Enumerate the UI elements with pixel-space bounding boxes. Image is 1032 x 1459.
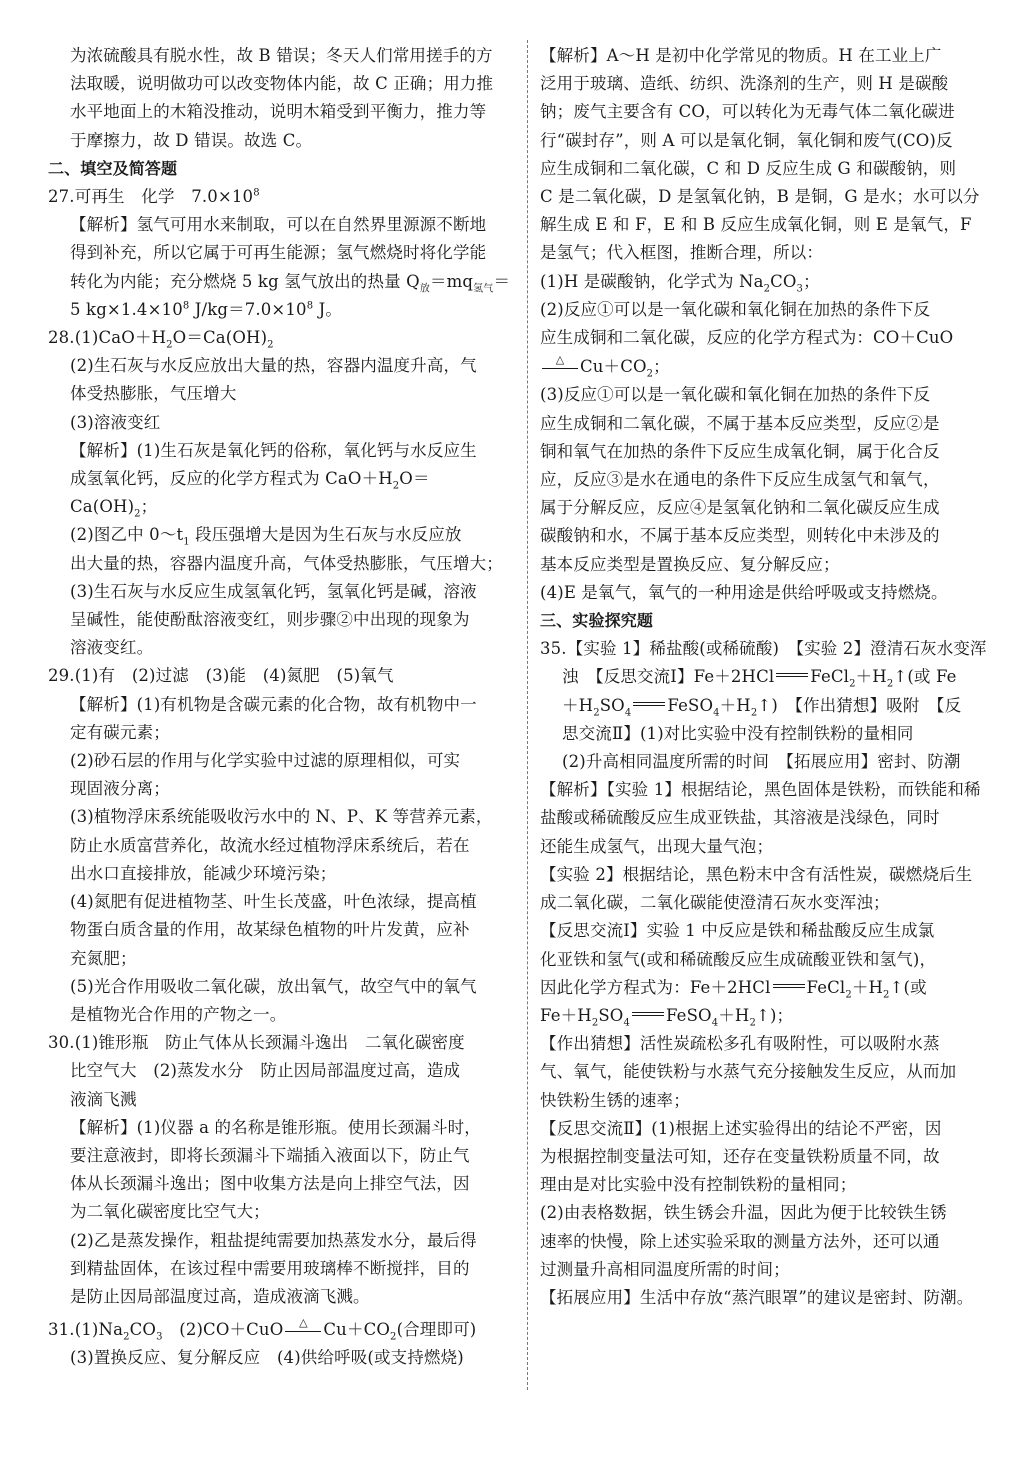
text-line: 法取暖，说明做功可以改变物体内能，故 C 正确；用力推	[70, 74, 494, 94]
analysis-line: $Fe+H_2SO_4$ $FeSO_4+H_2↑$)；	[540, 1005, 794, 1029]
heating-condition-sign: △	[540, 352, 580, 374]
analysis-line: (2)由表格数据，铁生锈会升温，因此为便于比较铁生锈	[540, 1203, 947, 1223]
analysis-line: 盐酸或稀硫酸反应生成亚铁盐，其溶液是浅绿色，同时	[540, 808, 940, 828]
analysis-line: 应生成铜和二氧化碳，反应的化学方程式为：CO＋CuO	[540, 328, 954, 348]
answer-line: (3)溶液变红	[70, 412, 161, 432]
analysis-line: 钠；废气主要含有 CO，可以转化为无毒气体二氧化碳进	[540, 102, 955, 122]
analysis-line: 泛用于玻璃、造纸、纺织、洗涤剂的生产，则 H 是碳酸	[540, 74, 949, 94]
analysis-line: 为根据控制变量法可知，还存在变量铁粉质量不同，故	[540, 1146, 940, 1166]
text-line: 于摩擦力，故 D 错误。故选 C。	[70, 130, 313, 150]
analysis-line: 基本反应类型是置换反应、复分解反应；	[540, 554, 840, 574]
analysis-line: 充氮肥；	[70, 948, 137, 968]
equals-sign	[771, 979, 807, 993]
analysis-line: 到精盐固体，在该过程中需要用玻璃棒不断搅拌，目的	[70, 1258, 470, 1278]
analysis-line: 应，反应③是水在通电的条件下反应生成氢气和氧气，	[540, 470, 940, 490]
answer-27: 27.可再生 化学 $7.0\times 10^8$	[48, 187, 260, 207]
analysis-line: 应生成铜和二氧化碳，不属于基本反应类型，反应②是	[540, 413, 940, 433]
column-divider	[527, 40, 528, 1390]
analysis-line: 成氢氧化钙，反应的化学方程式为 $CaO+H_2O=Ca(OH)_2$；	[70, 469, 430, 520]
right-column	[540, 42, 1008, 1312]
equals-sign	[630, 1007, 666, 1021]
answer-29: 29.(1)有 (2)过滤 (3)能 (4)氮肥 (5)氧气	[48, 666, 394, 686]
analysis-line: 现固液分离；	[70, 779, 170, 799]
equals-sign	[631, 697, 667, 711]
answer-line: (3)置换反应、复分解反应 (4)供给呼吸(或支持燃烧)	[70, 1348, 464, 1368]
analysis-line: 是植物光合作用的产物之一。	[70, 1004, 287, 1024]
analysis-line: 定有碳元素；	[70, 722, 170, 742]
analysis-line: 应生成铜和二氧化碳，C 和 D 反应生成 G 和碳酸钠，则	[540, 158, 957, 178]
analysis-line: 【解析】(1)有机物是含碳元素的化合物，故有机物中一	[70, 694, 477, 714]
analysis-line: (1)H 是碳酸钠，化学式为 $Na_2CO_3$；	[540, 271, 820, 294]
analysis-line: (2)图乙中 $0\sim t_1$ 段压强增大是因为生石灰与水反应放	[70, 525, 462, 548]
answer-28: $28.(1)CaO+H_2O=Ca(OH)_2$	[48, 328, 274, 351]
analysis-line: 防止水质富营养化，故流水经过植物浮床系统后，若在	[70, 835, 470, 855]
analysis-line: (2)反应①可以是一氧化碳和氧化铜在加热的条件下反	[540, 299, 931, 319]
analysis-line: 物蛋白质含量的作用，故某绿色植物的叶片发黄，应补	[70, 920, 470, 940]
answer-30: 30.(1)锥形瓶 防止气体从长颈漏斗逸出 二氧化碳密度	[48, 1033, 465, 1053]
analysis-line: 【实验 2】根据结论，黑色粉末中含有活性炭，碳燃烧后生	[540, 864, 973, 884]
analysis-line: 【解析】(1)仪器 a 的名称是锥形瓶。使用长颈漏斗时，	[70, 1117, 481, 1137]
analysis-line: 气、氧气，能使铁粉与水蒸气充分接触发生反应，从而加	[540, 1062, 957, 1082]
analysis-line: 溶液变红。	[70, 638, 154, 658]
section-heading-experiment: 三、实验探究题	[540, 611, 654, 631]
answer-line: 体受热膨胀，气压增大	[70, 384, 237, 404]
analysis-line: 【反思交流Ⅰ】实验 1 中反应是铁和稀盐酸反应生成氯	[540, 921, 935, 941]
analysis-line: (4)E 是氧气，氧气的一种用途是供给呼吸或支持燃烧。	[540, 582, 948, 602]
analysis-line: 转化为内能；充分燃烧 5 kg 氢气放出的热量 $Q_放=mq_{氢气}=$	[70, 271, 511, 294]
answer-line: 比空气大 (2)蒸发水分 防止因局部温度过高，造成	[70, 1061, 461, 1081]
analysis-line: 【作出猜想】活性炭疏松多孔有吸附性，可以吸附水蒸	[540, 1034, 940, 1054]
analysis-line: (2)砂石层的作用与化学实验中过滤的原理相似，可实	[70, 751, 461, 771]
heating-condition-sign: △	[283, 1315, 323, 1337]
answer-line: (2)生石灰与水反应放出大量的热，容器内温度升高，气	[70, 356, 477, 376]
analysis-line: 碳酸钠和水，不属于基本反应类型，则转化中未涉及的	[540, 526, 940, 546]
analysis-line: 属于分解反应，反应④是氢氧化钠和二氧化碳反应生成	[540, 498, 940, 518]
analysis-line: 得到补充，所以它属于可再生能源；氢气燃烧时将化学能	[70, 243, 487, 263]
analysis-line: 解生成 E 和 F，E 和 B 反应生成氧化铜，则 E 是氧气，F	[540, 215, 972, 235]
section-heading-fill-in: 二、填空及简答题	[48, 158, 178, 178]
analysis-line: 出大量的热，容器内温度升高，气体受热膨胀，气压增大；	[70, 553, 503, 573]
answer-35: 35.【实验 1】稀盐酸(或稀硫酸) 【实验 2】澄清石灰水变浑	[540, 639, 987, 659]
analysis-line: 是氢气；代入框图，推断合理，所以：	[540, 243, 824, 263]
analysis-line: 过测量升高相同温度所需的时间；	[540, 1259, 790, 1279]
analysis-line: 呈碱性，能使酚酞溶液变红，则步骤②中出现的现象为	[70, 610, 470, 630]
analysis-line: 【反思交流Ⅱ】(1)根据上述实验得出的结论不严密，因	[540, 1118, 942, 1138]
analysis-line: 【解析】氢气可用水来制取，可以在自然界里源源不断地	[70, 215, 487, 235]
analysis-line: 要注意液封，即将长颈漏斗下端插入液面以下，防止气	[70, 1145, 470, 1165]
analysis-line: 速率的快慢，除上述实验采取的测量方法外，还可以通	[540, 1231, 940, 1251]
analysis-line: 【解析】(1)生石灰是氧化钙的俗称，氧化钙与水反应生	[70, 440, 477, 460]
analysis-line: 行“碳封存”，则 A 可以是氧化铜，氧化铜和废气(CO)反	[540, 130, 953, 150]
text-line: 水平地面上的木箱没推动，说明木箱受到平衡力，推力等	[70, 102, 487, 122]
answer-line: 液滴飞溅	[70, 1089, 137, 1109]
analysis-line: 是防止因局部温度过高，造成液滴飞溅。	[70, 1286, 370, 1306]
left-column	[48, 42, 516, 1373]
analysis-line: (3)生石灰与水反应生成氢氧化钙，氢氧化钙是碱，溶液	[70, 581, 477, 601]
analysis-line: C 是二氧化碳，D 是氢氧化钠，B 是铜，G 是水；水可以分	[540, 187, 980, 207]
analysis-line: 【解析】A～H 是初中化学常见的物质。H 在工业上广	[540, 46, 942, 65]
analysis-line: 铜和氧气在加热的条件下反应生成氧化铜，属于化合反	[540, 441, 940, 461]
analysis-line: 成二氧化碳，二氧化碳能使澄清石灰水变浑浊；	[540, 893, 890, 913]
text-line: 为浓硫酸具有脱水性，故 B 错误；冬天人们常用搓手的方	[70, 46, 493, 65]
analysis-line: 5 $kg\times 1.4\times 10^8$ $J/kg=7.0\times 10^8$ J。	[70, 299, 343, 319]
analysis-line: 为二氧化碳密度比空气大；	[70, 1202, 270, 1222]
analysis-line: △ $Cu+CO_2$；	[540, 352, 1008, 381]
analysis-line: 体从长颈漏斗逸出；图中收集方法是向上排空气法，因	[70, 1174, 470, 1194]
answer-line: $+H_2SO_4$ $FeSO_4+H_2↑$) 【作出猜想】吸附 【反	[562, 695, 962, 718]
analysis-line: 出水口直接排放，能减少环境污染；	[70, 863, 337, 883]
analysis-line: 【拓展应用】生活中存放“蒸汽眼罩”的建议是密封、防潮。	[540, 1287, 974, 1307]
analysis-line: 【解析】【实验 1】根据结论，黑色固体是铁粉，而铁能和稀	[540, 780, 981, 800]
analysis-line: 理由是对比实验中没有控制铁粉的量相同；	[540, 1175, 857, 1195]
analysis-line: (5)光合作用吸收二氧化碳，放出氧气，故空气中的氧气	[70, 976, 477, 996]
analysis-line: (2)乙是蒸发操作，粗盐提纯需要加热蒸发水分，最后得	[70, 1230, 477, 1250]
equals-sign	[774, 668, 810, 682]
answer-line: (2)升高相同温度所需的时间 【拓展应用】密封、防潮	[562, 752, 961, 772]
answer-31: $31.(1)Na_2CO_3$ (2)CO＋CuO △ $Cu+CO_2$(合理即可)	[48, 1316, 477, 1343]
analysis-line: 快铁粉生锈的速率；	[540, 1090, 690, 1110]
analysis-line: 化亚铁和氢气(或和稀硫酸反应生成硫酸亚铁和氢气)，	[540, 949, 937, 969]
analysis-line: (3)植物浮床系统能吸收污水中的 N、P、K 等营养元素，	[70, 807, 493, 827]
analysis-line: (3)反应①可以是一氧化碳和氧化铜在加热的条件下反	[540, 385, 931, 405]
answer-line: 浊 【反思交流Ⅰ】Fe＋2HCl $FeCl_2+H_2↑$(或 Fe	[562, 667, 957, 690]
answer-line: 思交流Ⅱ】(1)对比实验中没有控制铁粉的量相同	[562, 723, 914, 743]
analysis-line: 还能生成氢气，出现大量气泡；	[540, 836, 774, 856]
analysis-line: (4)氮肥有促进植物茎、叶生长茂盛，叶色浓绿，提高植	[70, 892, 477, 912]
analysis-line: 因此化学方程式为：Fe＋2HCl $FeCl_2+H_2↑$(或	[540, 977, 927, 1000]
